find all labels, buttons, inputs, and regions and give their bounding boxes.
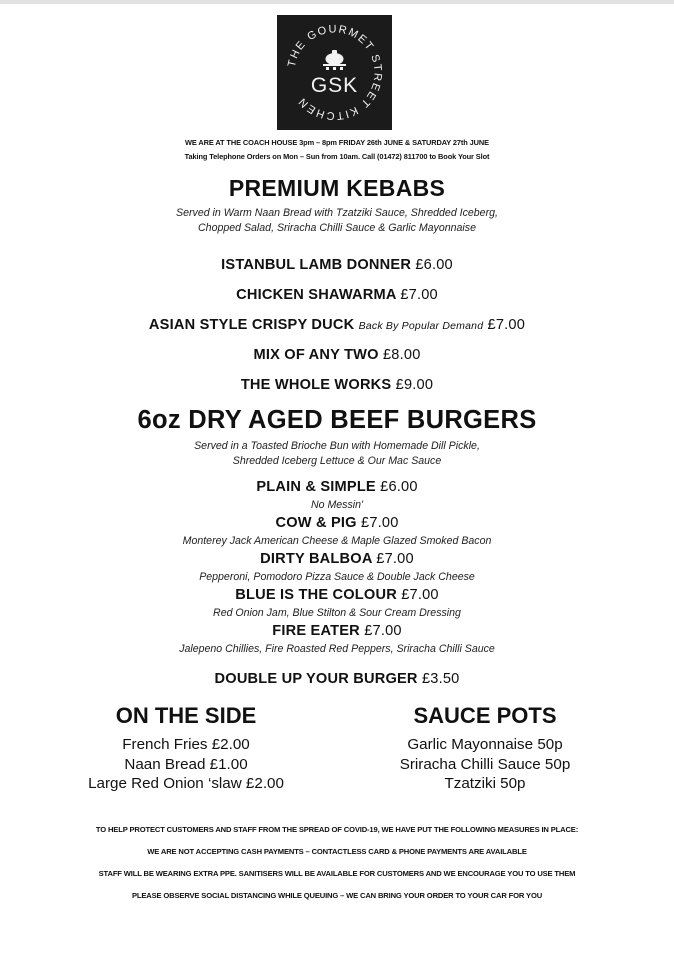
menu-item (0, 257, 674, 273)
menu-item (0, 551, 674, 567)
item-description: Jalepeno Chillies, Fire Roasted Red Peppers, Sriracha Chilli Sauce (179, 643, 495, 655)
item-name: DIRTY BALBOA (260, 551, 373, 567)
item-price: £6.00 (415, 257, 453, 273)
burgers-desc-2: Shredded Iceberg Lettuce & Our Mac Sauce (232, 455, 442, 467)
menu-item (0, 377, 674, 393)
kebabs-desc-2: Chopped Salad, Sriracha Chilli Sauce & Garlic Mayonnaise (198, 222, 476, 234)
item-price: £7.00 (364, 623, 402, 639)
item-price: £3.50 (421, 671, 460, 687)
side-item: Naan Bread £1.00 (124, 755, 248, 773)
sauces-title: SAUCE POTS (413, 703, 557, 728)
item-name: PLAIN & SIMPLE (256, 479, 376, 495)
phone-notice: Taking Telephone Orders on Mon – Sun from 10am. Call (01472) 811700 to Book Your Slot (184, 152, 490, 161)
menu-item (0, 287, 674, 303)
menu-item (0, 623, 674, 639)
item-name: DOUBLE UP YOUR BURGER (214, 671, 418, 687)
event-notice: WE ARE AT THE COACH HOUSE 3pm – 8pm FRIDAY 26th JUNE & SATURDAY 27th JUNE (185, 138, 489, 147)
item-price: £7.00 (487, 317, 526, 333)
covid-notice-3: STAFF WILL BE WEARING EXTRA PPE. SANITISERS WILL BE AVAILABLE FOR CUSTOMERS AND WE ENCOURAGE YOU TO USE THEM (98, 869, 576, 878)
item-name: ASIAN STYLE CRISPY DUCK (148, 317, 355, 333)
item-price: £9.00 (395, 377, 434, 393)
item-description: No Messin' (310, 499, 364, 511)
covid-notice-2: WE ARE NOT ACCEPTING CASH PAYMENTS – CONTACTLESS CARD & PHONE PAYMENTS ARE AVAILABLE (147, 847, 527, 856)
kebabs-desc-1: Served in Warm Naan Bread with Tzatziki Sauce, Shredded Iceberg, (176, 207, 498, 219)
gsk-logo (277, 15, 392, 130)
logo-text: GSK (310, 74, 359, 97)
menu-item (0, 317, 674, 333)
item-price: £8.00 (382, 347, 421, 363)
covid-notice-1: TO HELP PROTECT CUSTOMERS AND STAFF FROM THE SPREAD OF COVID-19, WE HAVE PUT THE FOLLOWING MEASURES IN PLACE: (95, 825, 579, 834)
sauce-item: Garlic Mayonnaise 50p (407, 736, 563, 753)
menu-item (0, 479, 674, 495)
item-name: CHICKEN SHAWARMA (236, 287, 397, 303)
item-description: Pepperoni, Pomodoro Pizza Sauce & Double Jack Cheese (199, 571, 475, 583)
sauces-section (370, 703, 600, 794)
double-up-item (0, 671, 674, 687)
sauce-item: Sriracha Chilli Sauce 50p (399, 755, 571, 773)
item-price: £6.00 (380, 479, 418, 495)
item-name: MIX OF ANY TWO (253, 347, 379, 363)
menu-item (0, 347, 674, 363)
menu-item (0, 515, 674, 531)
item-description: Monterey Jack American Cheese & Maple Glazed Smoked Bacon (182, 535, 492, 547)
item-note: Back By Popular Demand (358, 320, 484, 332)
item-name: ISTANBUL LAMB DONNER (221, 257, 412, 273)
item-price: £7.00 (401, 587, 439, 603)
top-border (0, 0, 674, 4)
item-price: £7.00 (400, 287, 438, 303)
sauce-item: Tzatziki 50p (444, 775, 526, 792)
sides-section (56, 703, 316, 794)
item-price: £7.00 (361, 515, 399, 531)
side-item: French Fries £2.00 (122, 736, 250, 753)
burgers-desc-1: Served in a Toasted Brioche Bun with Homemade Dill Pickle, (194, 440, 480, 452)
item-name: FIRE EATER (272, 623, 360, 639)
item-name: COW & PIG (275, 515, 357, 531)
item-name: THE WHOLE WORKS (240, 377, 392, 393)
item-name: BLUE IS THE COLOUR (235, 587, 397, 603)
menu-item (0, 587, 674, 603)
burgers-title: 6oz DRY AGED BEEF BURGERS (137, 406, 537, 434)
cloche-icon (323, 50, 346, 70)
item-price: £7.00 (376, 551, 414, 567)
side-item: Large Red Onion ‘slaw £2.00 (88, 775, 284, 792)
sides-title: ON THE SIDE (115, 703, 257, 728)
kebabs-title: PREMIUM KEBABS (228, 175, 446, 201)
covid-notice-4: PLEASE OBSERVE SOCIAL DISTANCING WHILE QUEUING – WE CAN BRING YOUR ORDER TO YOUR CAR FOR YOU (131, 891, 543, 900)
item-description: Red Onion Jam, Blue Stilton & Sour Cream Dressing (213, 607, 461, 619)
svg-text:THE GOURMET STREET KITCHEN (286, 23, 384, 121)
logo-ring-text: THE GOURMET STREET KITCHEN (285, 23, 384, 122)
